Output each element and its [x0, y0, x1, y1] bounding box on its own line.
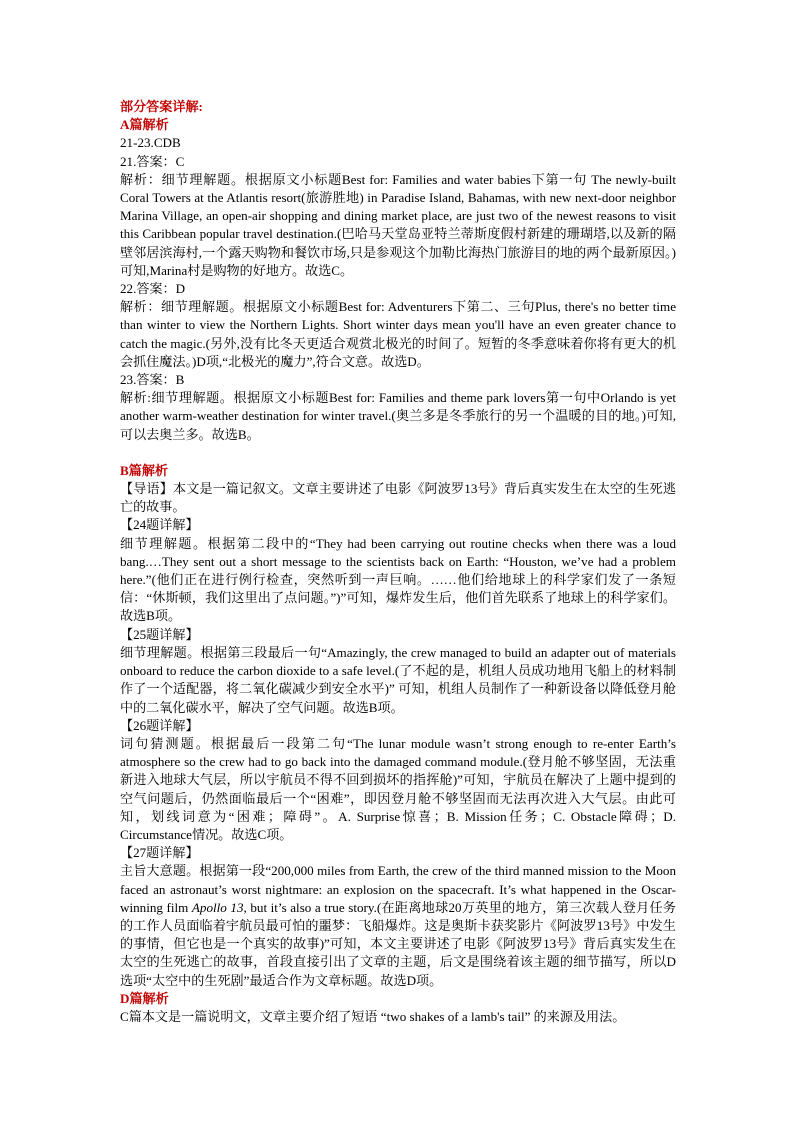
q21-answer: 21.答案：C — [120, 153, 185, 169]
q25-text: 细节理解题。根据第三段最后一句“Amazingly, the crew managed to build an adapter out of materials onboard to reduce the carbon dioxide to a safe level.(了不起的是，机组人员成功地用飞船上的材料制作了一个适配器，将二氧化碳减少到安全水平)” 可知，机组人员制作了一种新设备以降低登月舱中的二氧化碳水平，解决了空气问题。故选B项。 — [120, 644, 676, 715]
section-d-heading: D篇解析 — [120, 990, 169, 1006]
section-spacer — [120, 444, 676, 462]
section-a-summary: 21-23.CDB — [120, 135, 181, 151]
q22-analysis: 解析：细节理解题。根据原文小标题Best for: Adventurers下第二、三句Plus, there's no better time than winter to view the Northern Lights. Short winter days mean you'll have an even greater chance to catch the magic.(另外,没有比冬天更适合观赏北极光的时间了。短暂的冬季意味着你将有更大的机会抓住魔法。)D项,“北极光的魔力”,符合文意。故选D。 — [120, 299, 676, 369]
q22-answer: 22.答案：D — [120, 281, 186, 297]
q27-text-before: 主旨大意题。根据第一段“200,000 miles from Earth, the crew of the third manned mission to the Moon faced an astronaut’s worst nightmare: an explosion on the spacecraft. It’s what happened in the Oscar-winning film — [120, 863, 676, 915]
q25-label: 【25题详解】 — [120, 626, 199, 642]
q27-text-after: , but it’s also a true story.(在距离地球20万英里的地方，第三次载人登月任务的工作人员面临着宇航员最可怕的噩梦：飞船爆炸。这是奥斯卡获奖影片《阿波罗13号》中发生的事情，但它也是一个真实的故事)”可知，本文主要讲述了电影《阿波罗13号》背后真实发生在太空的生死逃亡的故事，首段直接引出了文章的主题，后文是围绕着该主题的细节描写，所以D选项“太空中的生死剧”最适合作为文章标题。故选D项。 — [120, 899, 676, 988]
q27-text — [120, 862, 676, 989]
section-b-intro: 【导语】本文是一篇记叙文。文章主要讲述了电影《阿波罗13号》背后真实发生在太空的生死逃亡的故事。 — [120, 481, 676, 515]
q27-label: 【27题详解】 — [120, 845, 199, 861]
q26-text: 词句猜测题。根据最后一段第二句“The lunar module wasn’t strong enough to re-enter Earth’s atmosphere so the crew had to go back into the damaged command module.(登月舱不够坚固，无法重新进入地球大气层，所以宇航员不得不回到损坏的指挥舱)”可知，宇航员在解决了上题中提到的空气问题后，仍然面临最后一个“困难”，即因登月舱不够坚固而无法再次进入大气层。由此可知，划线词意为“困难；障碍”。A. Surprise惊喜；B. Mission任务；C. Obstacle障碍；D. Circumstance情况。故选C项。 — [120, 735, 676, 842]
q23-answer: 23.答案：B — [120, 372, 185, 388]
section-d-intro: C篇本文是一篇说明文，文章主要介绍了短语 “two shakes of a lamb's tail” 的来源及用法。 — [120, 1008, 626, 1024]
section-b-heading: B篇解析 — [120, 462, 169, 478]
q24-text: 细节理解题。根据第二段中的“They had been carrying out routine checks when there was a loud bang.…They sent out a short message to the scientists back on Earth: “Houston, we’ve had a problem here.”(他们正在进行例行检查，突然听到一声巨响。……他们给地球上的科学家们发了一条短信：“休斯顿，我们这里出了点问题。”)”可知，爆炸发生后，他们首先联系了地球上的科学家们。故选B项。 — [120, 535, 676, 624]
q24-label: 【24题详解】 — [120, 517, 199, 533]
q26-label: 【26题详解】 — [120, 717, 199, 733]
q23-analysis: 解析:细节理解题。根据原文小标题Best for: Families and theme park lovers第一句中Orlando is yet another warm-weather destination for winter travel.(奥兰多是冬季旅行的另一个温暖的目的地。)可知,可以去奥兰多。故选B。 — [120, 390, 676, 442]
section-a-heading: A篇解析 — [120, 117, 169, 133]
document-page — [120, 98, 676, 1026]
q21-analysis: 解析：细节理解题。根据原文小标题Best for: Families and water babies下第一句 The newly-built Coral Towers at the Atlantis resort(旅游胜地) in Paradise Island, Bahamas, with new next-door neighbor Marina Village, an open-air shopping and dining market place, are just two of the newest reasons to visit this Caribbean popular travel destination.(巴哈马天堂岛亚特兰蒂斯度假村新建的珊瑚塔,以及新的隔壁邻居滨海村,一个露天购物和餐饮市场,只是参观这个加勒比海热门旅游目的地的两个最新原因。)可知,Marina村是购物的好地方。故选C。 — [120, 171, 676, 278]
page-title: 部分答案详解: — [120, 99, 203, 114]
film-title: Apollo 13 — [191, 899, 244, 915]
